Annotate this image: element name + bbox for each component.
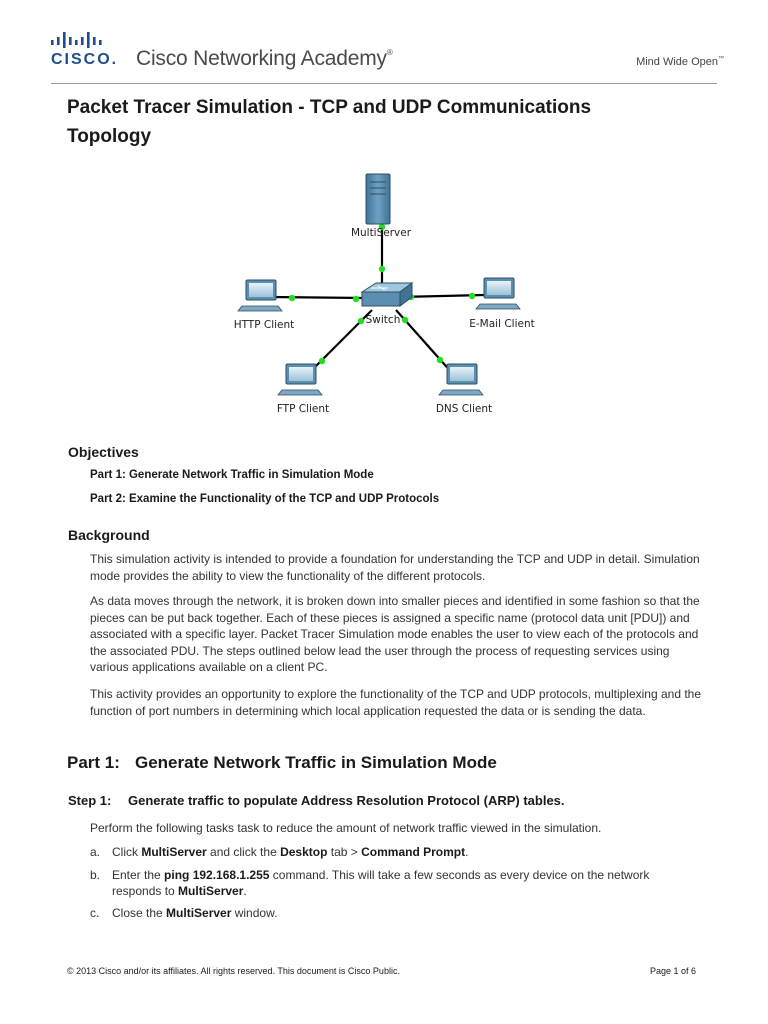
document-title: Packet Tracer Simulation - TCP and UDP Communications [67,97,592,118]
topology-diagram [200,168,560,428]
objectives-heading: Objectives [68,444,139,460]
label-switch: Switch [365,314,401,326]
background-paragraph-3: This activity provides an opportunity to explore the functionality of the TCP and UDP protocols, multiplexing and the function of port numbers in determining which local application requested the data or is sending the data. [90,687,702,718]
label-multiserver: MultiServer [350,227,412,239]
server-icon [366,174,390,224]
background-paragraph-2: As data moves through the network, it is broken down into smaller pieces and identified in some fashion so that the pieces can be put back together. Each of these pieces is assigned a specific name (protocol data unit [PDU]) and associated with a specific layer. Packet Tracer Simulation mode enables the user to view each of the protocols and the associated PDU. The steps outlined below lead the user through the process of requesting services using various applications available on a client PC. [90,594,700,674]
topology-heading: Topology [67,126,152,147]
part-1-heading: Part 1: Generate Network Traffic in Simulation Mode [67,753,497,772]
registered-mark: ® [386,48,393,57]
pc-icon-email [476,278,520,309]
step-1-intro: Perform the following tasks task to reduce the amount of network traffic viewed in the simulation. [90,821,602,835]
trademark: ™ [718,56,724,62]
page-header [0,0,768,88]
label-email-client: E-Mail Client [469,318,535,330]
switch-icon [362,283,412,306]
label-ftp-client: FTP Client [276,403,330,415]
pc-icon-ftp [278,364,322,395]
task-b: b. Enter the ping 192.168.1.255 command. This will take a few seconds as every device on the network responds to MultiServer. [90,868,650,898]
tagline: Mind Wide Open™ [636,56,724,68]
pc-icon-http [238,280,282,311]
task-a: a. Click MultiServer and click the Desktop tab > Command Prompt. [90,845,469,859]
footer-copyright: © 2013 Cisco and/or its affiliates. All rights reserved. This document is Cisco Public. [67,966,400,976]
header-divider [51,83,717,84]
footer-page-number: Page 1 of 6 [650,966,697,976]
label-dns-client: DNS Client [435,403,493,415]
cisco-wordmark: CISCO. [51,51,119,68]
objective-part-1: Part 1: Generate Network Traffic in Simulation Mode [90,469,374,481]
background-paragraph-1: This simulation activity is intended to provide a foundation for understanding the TCP and UDP in detail. Simulation mode provides the ability to view the functionality of the different protocols. [90,552,700,583]
cisco-logo-icon [51,32,113,48]
task-c: c. Close the MultiServer window. [90,906,278,920]
step-1-heading: Step 1: Generate traffic to populate Address Resolution Protocol (ARP) tables. [68,793,565,808]
objective-part-2: Part 2: Examine the Functionality of the TCP and UDP Protocols [90,493,440,505]
academy-name: Cisco Networking Academy® [136,47,393,70]
link-http-switch [270,297,365,298]
label-http-client: HTTP Client [233,319,295,331]
background-heading: Background [68,527,150,543]
pc-icon-dns [439,364,483,395]
